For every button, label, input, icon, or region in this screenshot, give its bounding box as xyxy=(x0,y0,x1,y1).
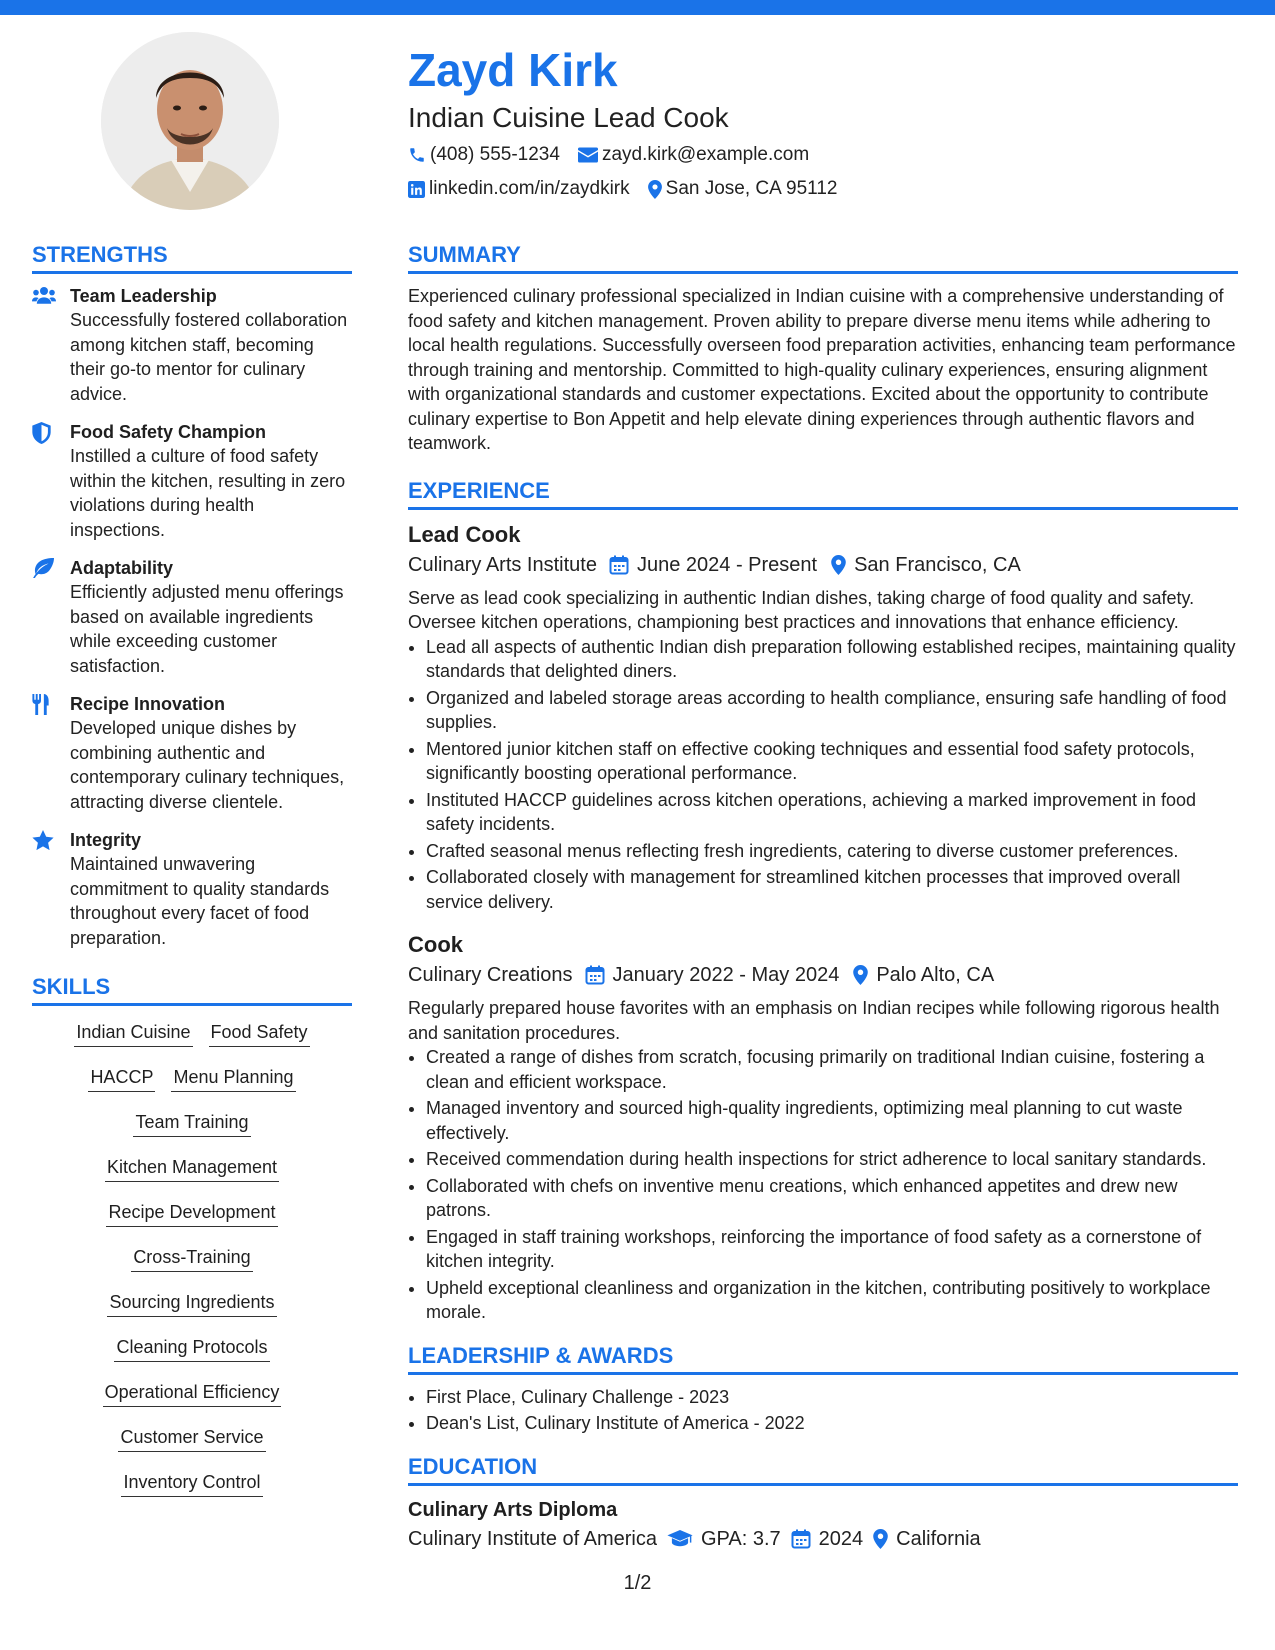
job-meta xyxy=(408,960,1238,990)
skill-tag: Customer Service xyxy=(118,1425,265,1452)
right-column xyxy=(408,240,1238,1554)
job-meta xyxy=(408,550,1238,580)
job-title: Lead Cook xyxy=(408,521,521,547)
leaf-icon xyxy=(32,558,56,578)
candidate-name: Zayd Kirk xyxy=(408,44,618,96)
degree-title: Culinary Arts Diploma xyxy=(408,1498,618,1521)
candidate-role: Indian Cuisine Lead Cook xyxy=(408,102,729,133)
skill-tag: Kitchen Management xyxy=(105,1155,279,1182)
gpa-text: GPA: 3.7 xyxy=(701,1527,781,1550)
map-pin-icon xyxy=(853,965,868,985)
strength-item xyxy=(32,556,352,678)
strength-title: Integrity xyxy=(70,830,142,850)
skill-tag: Sourcing Ingredients xyxy=(107,1290,276,1317)
skill-tag: Recipe Development xyxy=(106,1200,277,1227)
job-description: Serve as lead cook specializing in authentic Indian dishes, taking charge of food quality and safety. Oversee kitchen operations, championing best practices and innovations that enhance efficiency. xyxy=(408,587,1195,632)
skill-tag: Cross-Training xyxy=(131,1245,252,1272)
skill-tag: Menu Planning xyxy=(171,1065,295,1092)
strength-desc: Efficiently adjusted menu offerings based on available ingredients while exceeding customer satisfaction. xyxy=(70,582,344,676)
education-meta xyxy=(408,1524,1238,1554)
phone-icon xyxy=(408,146,426,164)
job-dates: January 2022 - May 2024 xyxy=(612,964,840,986)
strength-item xyxy=(32,284,352,406)
job-company: Culinary Creations xyxy=(408,964,573,986)
job-location: San Francisco, CA xyxy=(854,553,1021,576)
map-pin-icon xyxy=(831,555,846,575)
job-bullet: • Instituted HACCP guidelines across kitchen operations, achieving a marked improvement in food safety incidents. xyxy=(426,788,1238,837)
job-company: Culinary Arts Institute xyxy=(408,553,597,576)
strength-desc: Successfully fostered collaboration among kitchen staff, becoming their go-to mentor for culinary advice. xyxy=(70,310,348,404)
strength-desc: Maintained unwavering commitment to quality standards throughout every facet of food preparation. xyxy=(70,854,330,948)
email-contact xyxy=(578,144,809,166)
calendar-icon xyxy=(609,555,629,575)
summary-text: Experienced culinary professional specialized in Indian cuisine with a comprehensive understanding of food safety and kitchen management. Proven ability to prepare diverse menu items while adhering to local health regulations. Successfully overseen food preparation activities, enhancing team performance through training and mentorship. Committed to high-quality culinary experiences, ensuring alignment with organizational standards and customer expectations. Excited about the opportunity to contribute culinary expertise to Bon Appetit and help elevate dining experiences through authentic flavors and teamwork. xyxy=(408,286,1236,453)
education-year: 2024 xyxy=(818,1527,864,1550)
award-item: • Dean's List, Culinary Institute of America - 2022 xyxy=(426,1411,1238,1436)
graduation-cap-icon xyxy=(667,1530,693,1548)
utensils-icon xyxy=(32,694,50,715)
skill-tag: Indian Cuisine xyxy=(74,1020,192,1047)
skills-list xyxy=(32,1016,352,1515)
skill-tag: Operational Efficiency xyxy=(103,1380,282,1407)
award-item: • First Place, Culinary Challenge - 2023 xyxy=(426,1385,1238,1410)
job-bullet: • Created a range of dishes from scratch, focusing primarily on traditional Indian cuisine, fostering a clean and efficient workspace. xyxy=(426,1045,1238,1094)
skill-tag: Food Safety xyxy=(209,1020,310,1047)
experience-title: EXPERIENCE xyxy=(408,476,1238,510)
location-text: San Jose, CA 95112 xyxy=(665,178,838,199)
strength-title: Food Safety Champion xyxy=(70,422,267,442)
job-bullet: • Mentored junior kitchen staff on effective cooking techniques and essential food safety protocols, significantly boosting operational performance. xyxy=(426,737,1238,786)
calendar-icon xyxy=(585,965,605,985)
school-name: Culinary Institute of America xyxy=(408,1527,657,1550)
education-location: California xyxy=(896,1527,981,1550)
awards-list xyxy=(408,1385,1238,1436)
strength-item xyxy=(32,420,352,542)
top-accent-bar xyxy=(0,0,1275,15)
phone-text[interactable]: (408) 555-1234 xyxy=(430,144,560,165)
linkedin-icon xyxy=(408,181,425,198)
strength-desc: Developed unique dishes by combining authentic and contemporary culinary techniques, attracting diverse clientele. xyxy=(70,718,345,812)
awards-title: LEADERSHIP & AWARDS xyxy=(408,1341,1238,1375)
skill-tag: HACCP xyxy=(88,1065,155,1092)
job-bullet: • Collaborated with chefs on inventive menu creations, which enhanced appetites and drew new patrons. xyxy=(426,1174,1238,1223)
job-description: Regularly prepared house favorites with an emphasis on Indian recipes while following rigorous health and sanitation procedures. xyxy=(408,998,1220,1043)
skills-title: SKILLS xyxy=(32,972,352,1006)
map-pin-icon xyxy=(648,180,662,199)
job-bullet: • Received commendation during health inspections for strict adherence to local sanitary standards. xyxy=(426,1147,1238,1172)
job-title: Cook xyxy=(408,932,463,957)
calendar-icon xyxy=(791,1529,811,1549)
job-bullets xyxy=(408,1045,1238,1325)
summary-title: SUMMARY xyxy=(408,240,1238,274)
job-location: Palo Alto, CA xyxy=(876,964,995,986)
map-pin-icon xyxy=(873,1529,888,1549)
job-bullets xyxy=(408,635,1238,915)
strength-title: Team Leadership xyxy=(70,286,217,306)
strength-title: Adaptability xyxy=(70,558,174,578)
job-bullet: • Organized and labeled storage areas according to health compliance, ensuring safe handling of food supplies. xyxy=(426,686,1238,735)
strength-title: Recipe Innovation xyxy=(70,694,226,714)
shield-icon xyxy=(32,422,51,444)
job-bullet: • Collaborated closely with management for streamlined kitchen processes that improved overall service delivery. xyxy=(426,865,1238,914)
profile-photo xyxy=(101,32,279,210)
strength-desc: Instilled a culture of food safety within the kitchen, resulting in zero violations during health inspections. xyxy=(70,446,346,540)
job-entry xyxy=(408,930,1238,1325)
location-contact xyxy=(648,178,838,200)
email-text[interactable]: zayd.kirk@example.com xyxy=(601,144,810,165)
strengths-title: STRENGTHS xyxy=(32,240,352,274)
users-icon xyxy=(32,286,56,304)
strength-item xyxy=(32,692,352,814)
strength-item xyxy=(32,828,352,950)
page-number: 1/2 xyxy=(623,1572,652,1594)
education-title: EDUCATION xyxy=(408,1452,1238,1486)
contact-row-2 xyxy=(408,174,1238,204)
job-bullet: • Lead all aspects of authentic Indian dish preparation following established recipes, maintaining quality standards that delighted diners. xyxy=(426,635,1238,684)
contact-row-1 xyxy=(408,140,1238,170)
skill-tag: Inventory Control xyxy=(121,1470,262,1497)
job-bullet: • Crafted seasonal menus reflecting fresh ingredients, catering to diverse customer preferences. xyxy=(426,839,1238,864)
phone-contact xyxy=(408,144,560,166)
envelope-icon xyxy=(578,147,598,163)
job-entry xyxy=(408,520,1238,915)
skill-tag: Team Training xyxy=(133,1110,250,1137)
job-dates: June 2024 - Present xyxy=(636,553,818,576)
job-bullet: • Managed inventory and sourced high-quality ingredients, optimizing meal planning to cut waste effectively. xyxy=(426,1096,1238,1145)
avatar-illustration xyxy=(101,32,279,210)
left-column xyxy=(32,240,352,1515)
job-bullet: • Upheld exceptional cleanliness and organization in the kitchen, contributing positively to workplace morale. xyxy=(426,1276,1238,1325)
job-bullet: • Engaged in staff training workshops, reinforcing the importance of food safety as a cornerstone of kitchen integrity. xyxy=(426,1225,1238,1274)
linkedin-contact xyxy=(408,178,630,200)
linkedin-text[interactable]: linkedin.com/in/zaydkirk xyxy=(429,178,630,199)
skill-tag: Cleaning Protocols xyxy=(114,1335,269,1362)
resume-header xyxy=(408,40,1238,204)
star-icon xyxy=(32,830,54,851)
